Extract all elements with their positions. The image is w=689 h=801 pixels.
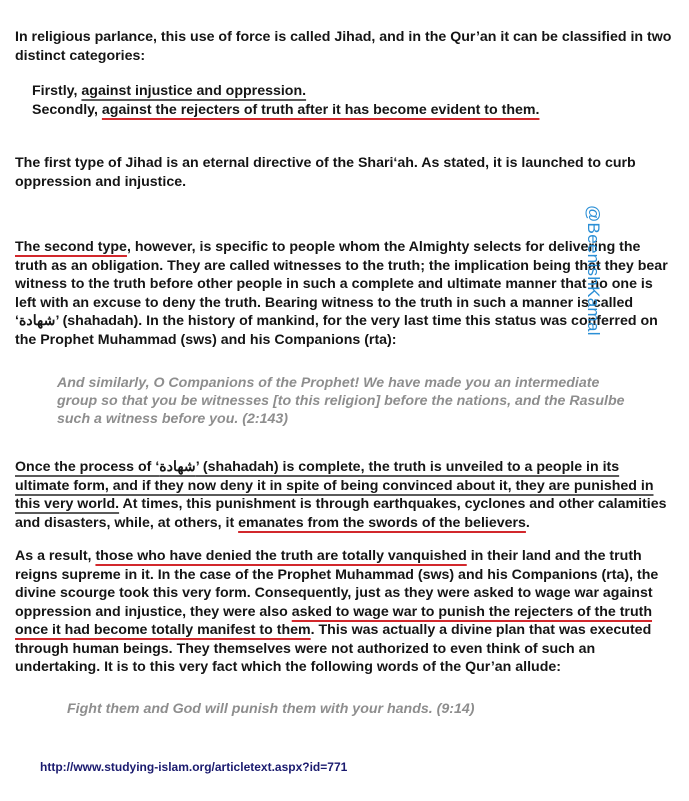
jihad-categories [32, 82, 652, 119]
category-first: Firstly, against injustice and oppression. [32, 83, 307, 99]
intro-paragraph: In religious parlance, this use of force is called Jihad, and in the Qur’an it can be classified in two distinct categories: [15, 29, 672, 64]
watermark-handle: @BeenishKamal [584, 205, 603, 336]
quote-9-14: Fight them and God will punish them with your hands. (9:14) [67, 701, 475, 717]
quote-2-143: And similarly, O Companions of the Prophet! We have made you an intermediate group so that you be witnesses [to this religion] before the nations, and the Rasulbe such a witness before you. (2:143) [57, 375, 625, 427]
first-type-paragraph: The first type of Jihad is an eternal directive of the Shari‘ah. As stated, it is launched to curb oppression and injustice. [15, 155, 636, 190]
source-link[interactable]: http://www.studying-islam.org/articletext.aspx?id=771 [40, 760, 348, 774]
shahadah-paragraph: Once the process of ‘شهادة’ (shahadah) is complete, the truth is unveiled to a people in its ultimate form, and if they now deny it in spite of being convinced about it, they are punished in this very world. At times, this punishment is through earthquakes, cyclones and other calamities and disasters, while, at others, it emanates from the swords of the believers. [15, 459, 667, 531]
second-type-paragraph: The second type, however, is specific to people whom the Almighty selects for delivering the truth as an obligation. They are called witnesses to the truth; the implication being that they bear witness to the truth before other people in such a complete and ultimate manner that no one is left with an excuse to deny the truth. Bearing witness to the truth in such a manner is called ‘شهادة’ (shahadah). In the history of mankind, for the very last time this status was conferred on the Prophet Muhammad (sws) and his Companions (rta): [15, 239, 668, 348]
category-second: Secondly, against the rejecters of truth after it has become evident to them. [32, 101, 540, 118]
result-paragraph: As a result, those who have denied the truth are totally vanquished in their land and the truth reigns supreme in it. In the case of the Prophet Muhammad (sws) and his Companions (rta), the divine scourge took this very form. Consequently, just as they were asked to wage war against oppression and injustice, they were also asked to wage war to punish the rejecters of the truth once it had become totally manifest to them. This was actually a divine plan that was executed through human beings. They themselves were not authorized to even think of such an undertaking. It is to this very fact which the following words of the Qur’an allude: [15, 548, 659, 675]
